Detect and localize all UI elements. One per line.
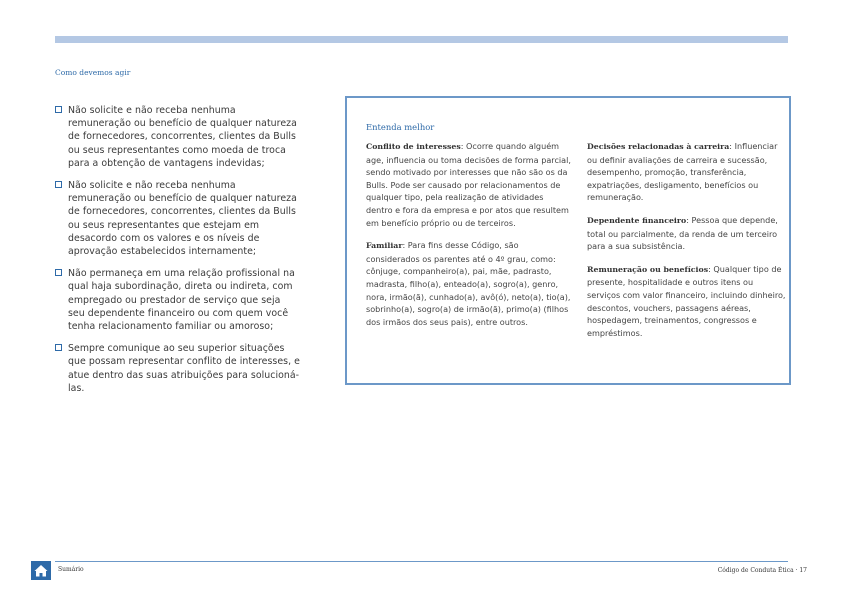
list-item	[55, 267, 300, 333]
definition-term: Decisões relacionadas à carreira	[587, 142, 730, 151]
page-footer-label: Código de Conduta Ética · 17	[717, 567, 807, 574]
guidelines-list	[55, 104, 300, 404]
panel-title: Entenda melhor	[366, 122, 435, 132]
list-item-text: Não solicite e não receba nenhuma remuneração ou benefício de qualquer natureza de fornecedores, concorrentes, clientes da Bulls ou seus representantes que estejam em desacordo com os valores e os níveis de aprovação estabelecidos internamente;	[68, 180, 297, 258]
bullet-square-icon	[55, 269, 62, 276]
list-item-text: Sempre comunique ao seu superior situações que possam representar conflito de interesses, e atue dentro das suas atribuições para solucioná-las.	[68, 343, 300, 394]
definition-text: : Para fins desse Código, são considerados os parentes até o 4º grau, como: cônjuge, companheiro(a), pai, mãe, padrasto, madrasta, filho(a), enteado(a), sogro(a), genro, nora, irmão(ã), cunhado(a), avô(ó), neto(a), tio(a), sobrinho(a), sogro(a) de irmão(ã), primo(a) (filhos dos irmãos dos seus pais), entre outros.	[366, 240, 571, 327]
definition-term: Dependente financeiro	[587, 215, 687, 225]
definitions-column-left	[366, 140, 572, 338]
definition-text: : Qualquer tipo de presente, hospitalidade e outros itens ou serviços com valor financeiro, incluindo dinheiro, descontos, vouchers, passagens aéreas, hospedagem, treinamentos, congressos e empréstimos.	[587, 263, 786, 338]
summary-link[interactable]: Sumário	[58, 566, 84, 573]
definition-term: Conflito de interesses	[366, 142, 461, 151]
home-button[interactable]	[31, 561, 51, 580]
definition-text: : Ocorre quando alguém age, influencia ou toma decisões de forma parcial, sendo motivado por interesses que não são os da Bulls. Pode ser causado por relacionamentos de qualquer tipo, pela realização de atividades dentro e fora da empresa e por atos que resultem em benefício próprio ou de terceiros.	[366, 141, 571, 228]
definition-text: : Influenciar ou definir avaliações de carreira e sucessão, desempenho, promoção, transferência, expatriações, desligamento, benefícios ou remuneração.	[587, 141, 778, 203]
section-title: Como devemos agir	[55, 68, 131, 77]
bullet-square-icon	[55, 344, 62, 351]
definition-item	[587, 214, 787, 253]
definition-item	[366, 239, 572, 328]
footer-line	[55, 561, 788, 562]
list-item	[55, 342, 300, 395]
list-item	[55, 179, 300, 258]
definition-item	[366, 140, 572, 229]
header-bar	[55, 36, 788, 43]
home-icon	[31, 561, 51, 580]
bullet-square-icon	[55, 106, 62, 113]
definitions-panel	[345, 96, 791, 385]
definition-term: Remuneração ou benefícios	[587, 264, 709, 274]
list-item-text: Não solicite e não receba nenhuma remuneração ou benefício de qualquer natureza de fornecedores, concorrentes, clientes da Bulls ou seus representantes como moeda de troca para a obtenção de vantagens indevidas;	[68, 105, 297, 169]
list-item	[55, 104, 300, 170]
definition-text: : Pessoa que depende, total ou parcialmente, da renda de um terceiro para a sua subsistência.	[587, 214, 778, 252]
definition-item	[587, 140, 787, 204]
definitions-column-right	[587, 140, 787, 349]
bullet-square-icon	[55, 181, 62, 188]
list-item-text: Não permaneça em uma relação profissional na qual haja subordinação, direta ou indireta, com empregado ou prestador de serviço que seja seu dependente financeiro ou com quem você tenha relacionamento familiar ou amoroso;	[68, 268, 295, 333]
definition-item	[587, 263, 787, 340]
definition-term: Familiar	[366, 241, 403, 251]
